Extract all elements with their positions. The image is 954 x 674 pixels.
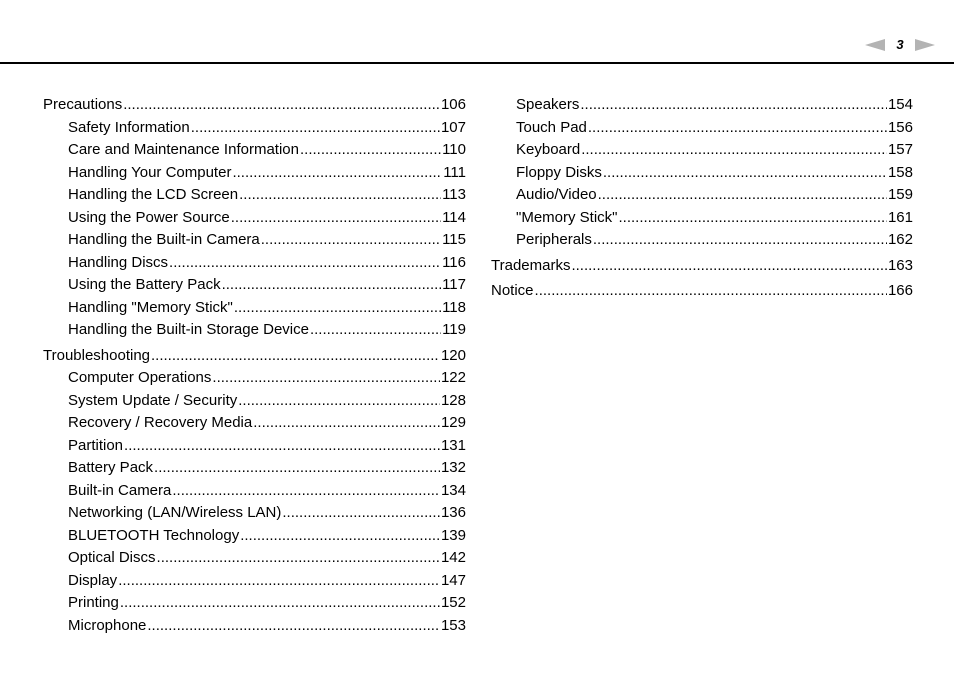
toc-dot-leader — [169, 252, 441, 275]
toc-subsection-entry[interactable] — [43, 435, 466, 458]
toc-subsection-entry[interactable] — [43, 207, 466, 230]
toc-dot-leader — [147, 615, 440, 638]
toc-dot-leader — [240, 525, 440, 548]
next-page-arrow-icon[interactable] — [914, 38, 936, 52]
toc-entry-page: 139 — [440, 526, 466, 544]
toc-dot-leader — [212, 367, 440, 390]
toc-dot-leader — [157, 547, 440, 570]
toc-entry-page: 147 — [440, 571, 466, 589]
toc-entry-page: 152 — [440, 594, 466, 611]
toc-entry-title: Keyboard — [516, 141, 581, 158]
toc-entry-title: Peripherals — [516, 231, 592, 248]
toc-dot-leader — [588, 117, 887, 140]
toc-dot-leader — [261, 229, 441, 252]
toc-subsection-entry[interactable] — [43, 525, 466, 548]
toc-entry-title: BLUETOOTH Technology — [68, 526, 240, 544]
toc-entry-page: 166 — [887, 282, 913, 299]
toc-entry-page: 106 — [440, 96, 466, 113]
toc-subsection-entry[interactable] — [43, 184, 466, 207]
toc-entry-title: Care and Maintenance Information — [68, 141, 299, 158]
toc-entry-page: 159 — [887, 186, 913, 203]
toc-dot-leader — [282, 502, 440, 525]
toc-entry-title: Notice — [491, 282, 534, 299]
toc-dot-leader — [124, 435, 440, 458]
toc-entry-title: Audio/Video — [516, 186, 597, 203]
toc-dot-leader — [581, 139, 887, 162]
page-number: 3 — [896, 37, 904, 52]
toc-subsection-entry[interactable] — [43, 390, 466, 413]
toc-dot-leader — [593, 229, 887, 252]
toc-entry-title: Built-in Camera — [68, 481, 172, 499]
toc-subsection-entry[interactable] — [43, 162, 466, 185]
toc-entry-page: 113 — [442, 186, 466, 203]
toc-subsection-entry[interactable] — [43, 592, 466, 615]
toc-dot-leader — [580, 94, 887, 117]
header-divider — [0, 62, 954, 64]
toc-subsection-entry[interactable] — [43, 457, 466, 480]
toc-entry-page: 154 — [887, 96, 913, 113]
toc-entry-page: 115 — [442, 231, 466, 248]
toc-subsection-entry[interactable] — [43, 139, 466, 162]
toc-entry-title: Precautions — [43, 96, 123, 113]
toc-entry-page: 107 — [440, 118, 466, 136]
toc-entry-page: 110 — [442, 141, 466, 158]
toc-subsection-entry[interactable] — [491, 229, 913, 252]
toc-dot-leader — [238, 390, 440, 413]
toc-dot-leader — [231, 207, 441, 230]
toc-subsection-entry[interactable] — [43, 502, 466, 525]
toc-entry-title: Networking (LAN/Wireless LAN) — [68, 504, 282, 521]
toc-dot-leader — [571, 255, 887, 278]
toc-entry-page: 122 — [440, 369, 466, 386]
toc-entry-page: 161 — [887, 208, 913, 226]
toc-dot-leader — [603, 162, 887, 185]
toc-subsection-entry[interactable] — [43, 570, 466, 593]
toc-dot-leader — [239, 184, 441, 207]
toc-section-entry[interactable] — [491, 280, 913, 303]
toc-entry-title: Computer Operations — [68, 369, 212, 386]
toc-entry-title: System Update / Security — [68, 391, 238, 409]
toc-subsection-entry[interactable] — [43, 274, 466, 297]
toc-entry-title: Optical Discs — [68, 549, 156, 566]
toc-dot-leader — [222, 274, 442, 297]
toc-right-column — [491, 94, 913, 303]
toc-entry-title: Microphone — [68, 616, 147, 634]
toc-entry-title: Handling "Memory Stick" — [68, 298, 233, 316]
toc-entry-title: "Memory Stick" — [516, 208, 618, 226]
page-header — [0, 0, 954, 64]
toc-dot-leader — [234, 297, 441, 320]
toc-subsection-entry[interactable] — [491, 94, 913, 117]
toc-entry-title: Using the Power Source — [68, 208, 230, 226]
toc-subsection-entry[interactable] — [43, 297, 466, 320]
toc-dot-leader — [118, 570, 440, 593]
toc-dot-leader — [154, 457, 440, 480]
toc-entry-title: Safety Information — [68, 118, 190, 136]
toc-entry-page: 156 — [887, 118, 913, 136]
toc-dot-leader — [172, 480, 440, 503]
toc-dot-leader — [253, 412, 440, 435]
toc-subsection-entry[interactable] — [491, 162, 913, 185]
toc-subsection-entry[interactable] — [43, 252, 466, 275]
toc-entry-page: 131 — [440, 436, 466, 454]
page-navigation — [864, 36, 936, 54]
toc-entry-page: 153 — [440, 616, 466, 634]
toc-entry-title: Handling Discs — [68, 253, 169, 271]
toc-entry-page: 134 — [440, 481, 466, 499]
toc-dot-leader — [300, 139, 441, 162]
toc-entry-page: 128 — [440, 391, 466, 409]
toc-entry-title: Floppy Disks — [516, 163, 602, 181]
toc-entry-page: 157 — [887, 141, 913, 158]
toc-entry-title: Using the Battery Pack — [68, 276, 221, 293]
toc-entry-page: 114 — [442, 208, 466, 226]
toc-dot-leader — [535, 280, 887, 303]
toc-subsection-entry[interactable] — [43, 615, 466, 638]
toc-entry-title: Handling Your Computer — [68, 163, 232, 181]
toc-entry-title: Recovery / Recovery Media — [68, 414, 253, 431]
toc-dot-leader — [123, 94, 440, 117]
toc-entry-page: 111 — [443, 163, 466, 181]
toc-entry-title: Speakers — [516, 96, 580, 113]
toc-subsection-entry[interactable] — [491, 184, 913, 207]
toc-entry-title: Partition — [68, 436, 124, 454]
toc-left-column — [43, 94, 466, 637]
toc-entry-title: Handling the Built-in Storage Device — [68, 321, 309, 338]
toc-subsection-entry[interactable] — [43, 480, 466, 503]
toc-entry-title: Handling the Built-in Camera — [68, 231, 260, 248]
toc-entry-title: Touch Pad — [516, 118, 587, 136]
toc-dot-leader — [232, 162, 442, 185]
toc-entry-page: 119 — [442, 321, 466, 338]
toc-entry-page: 162 — [887, 231, 913, 248]
toc-subsection-entry[interactable] — [43, 229, 466, 252]
toc-dot-leader — [310, 319, 441, 342]
toc-entry-title: Trademarks — [491, 256, 571, 274]
toc-entry-title: Troubleshooting — [43, 346, 151, 364]
prev-page-arrow-icon[interactable] — [864, 38, 886, 52]
toc-entry-title: Battery Pack — [68, 459, 154, 476]
toc-subsection-entry[interactable] — [491, 117, 913, 140]
toc-entry-title: Handling the LCD Screen — [68, 186, 239, 203]
toc-entry-page: 129 — [440, 414, 466, 431]
toc-dot-leader — [151, 345, 440, 368]
toc-entry-page: 118 — [442, 298, 466, 316]
toc-subsection-entry[interactable] — [43, 319, 466, 342]
toc-section-entry[interactable] — [43, 94, 466, 117]
toc-entry-page: 136 — [440, 504, 466, 521]
toc-subsection-entry[interactable] — [43, 117, 466, 140]
toc-dot-leader — [120, 592, 440, 615]
toc-entry-title: Display — [68, 571, 118, 589]
toc-subsection-entry[interactable] — [491, 139, 913, 162]
toc-entry-page: 120 — [440, 346, 466, 364]
toc-section-entry[interactable] — [43, 345, 466, 368]
toc-entry-page: 132 — [440, 459, 466, 476]
toc-entry-page: 163 — [887, 256, 913, 274]
toc-entry-page: 116 — [442, 253, 466, 271]
toc-entry-page: 158 — [887, 163, 913, 181]
toc-subsection-entry[interactable] — [491, 207, 913, 230]
toc-dot-leader — [598, 184, 887, 207]
toc-entry-page: 142 — [440, 549, 466, 566]
toc-subsection-entry[interactable] — [43, 547, 466, 570]
toc-subsection-entry[interactable] — [43, 367, 466, 390]
toc-dot-leader — [191, 117, 440, 140]
toc-section-entry[interactable] — [491, 255, 913, 278]
toc-dot-leader — [619, 207, 887, 230]
toc-entry-page: 117 — [442, 276, 466, 293]
toc-entry-title: Printing — [68, 594, 119, 611]
toc-subsection-entry[interactable] — [43, 412, 466, 435]
